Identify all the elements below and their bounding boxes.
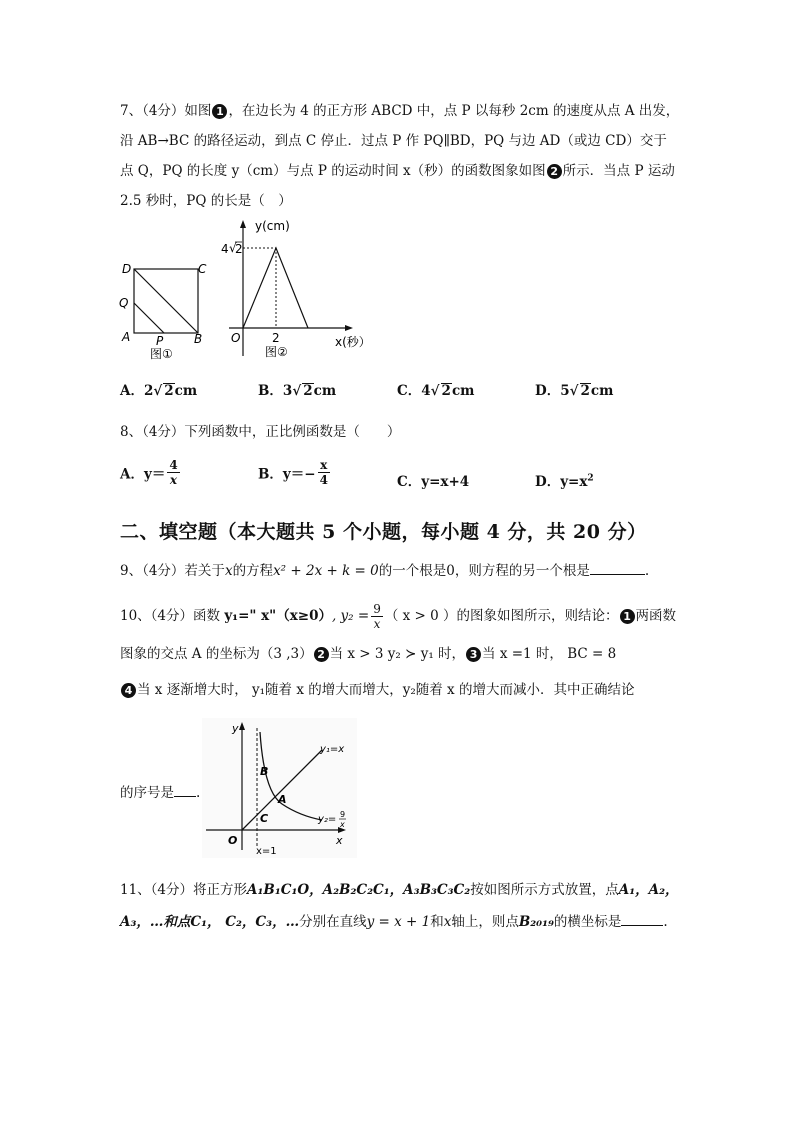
label-a: A (122, 330, 131, 344)
circled-1: 1 (620, 609, 635, 624)
sqrt-icon: √ (292, 383, 302, 399)
q7-option-b[interactable]: B．3√ 2cm (258, 383, 337, 399)
x1-label: x=1 (256, 846, 277, 857)
circled-2: 2 (314, 647, 329, 662)
y2-den: x (340, 820, 345, 829)
q8-option-a[interactable]: A．y＝ $\frac{4}{x}$ (120, 458, 178, 487)
point-a-label: A (278, 793, 287, 806)
circled-1: 1 (212, 104, 227, 119)
fraction: $\frac{4}{x}$ (169, 458, 178, 487)
circled-3: 3 (466, 647, 481, 662)
caption-fig1: 图① (150, 347, 173, 361)
q7-option-a[interactable]: A．2√ 2cm (120, 383, 198, 399)
sqrt-sign: √ (229, 241, 237, 255)
q7-option-c[interactable]: C．4√ 2cm (397, 383, 475, 399)
answer-blank[interactable] (174, 782, 196, 797)
fraction: $\frac{x}{4}$ (319, 458, 328, 487)
answer-blank[interactable] (590, 560, 645, 575)
segment-pq (134, 303, 164, 333)
label-p: P (156, 334, 164, 348)
x-axis-arrow (345, 325, 353, 331)
y-axis-label: y(cm) (255, 219, 290, 233)
q7-line3: 点 Q，PQ 的长度 y（cm）与点 P 的运动时间 x（秒）的函数图象如图 2 所示．当点 P 运动 (120, 163, 675, 179)
label-d: D (122, 262, 132, 276)
q8-stem: 8、（4分）下列函数中，正比例函数是（ ） (120, 424, 401, 440)
label-b: B (194, 332, 203, 346)
label-c: C (198, 262, 207, 276)
q10-line3: 4 当 x 逐渐增大时， y₁随着 x 的增大而增大，y₂随着 x 的增大而减小．其中正确结论 (120, 680, 634, 700)
q7-line2: 沿 AB→BC 的路径运动，到点 C 停止．过点 P 作 PQ∥BD，PQ 与边 AD（或边 CD）交于 (120, 133, 667, 149)
q8-option-c[interactable]: C．y=x+4 (397, 474, 470, 490)
x-axis-label: x(秒） (335, 335, 371, 349)
y-axis-arrow (240, 220, 246, 228)
point-b-label: B (260, 765, 269, 778)
y-label: y (232, 722, 239, 735)
origin-label: O (228, 834, 238, 847)
q11-line2: A₃，…和点C₁， C₂，C₃，…分别在直线y = x + 1和x轴上，则点B₂₀₁₉的横坐标是 . (120, 911, 668, 932)
q7-line1: 7、（4分）如图 1 ，在边长为 4 的正方形 ABCD 中，点 P 以每秒 2cm 的速度从点 A 出发， (120, 103, 680, 119)
q10-line4: 的序号是 . (120, 782, 200, 803)
q7-line4: 2.5 秒时，PQ 的长是（ ） (120, 193, 292, 209)
sqrt-icon: √ (153, 383, 163, 399)
graph-background (202, 718, 357, 858)
q7-figure-2 (215, 218, 385, 365)
sqrt-icon: √ (569, 383, 579, 399)
q9: 9、（4分）若关于x的方程x² + 2x + k = 0的一个根是0，则方程的另一个根是 . (120, 560, 649, 581)
y-tick-coef: 4 (221, 242, 229, 256)
y1-label: y₁=x (320, 744, 345, 755)
q7-option-d[interactable]: D．5√ 2cm (535, 383, 614, 399)
diagonal-bd (134, 269, 198, 333)
q7-figure-1 (112, 255, 217, 365)
circled-2: 2 (547, 164, 562, 179)
q10-graph (202, 718, 357, 858)
q11-line1: 11、（4分）将正方形A₁B₁C₁O，A₂B₂C₂C₁，A₃B₃C₃C₂按如图所示方式放置，点A₁，A₂， (120, 882, 679, 898)
y2-num: 9 (340, 810, 346, 819)
q8-option-d[interactable]: D．$y=x^2$ (535, 473, 594, 490)
sqrt-icon: √ (430, 383, 440, 399)
section-title: 二、填空题（本大题共 5 个小题，每小题 4 分，共 20 分） (120, 521, 647, 543)
origin-label: O (231, 331, 241, 345)
q8-option-b[interactable]: B．y＝− $\frac{x}{4}$ (258, 458, 328, 487)
answer-blank[interactable] (621, 911, 663, 926)
y2-label: y₂= (318, 814, 337, 825)
y-tick-root: 2 (235, 242, 243, 256)
point-c-label: C (260, 812, 269, 825)
q10-line2: 图象的交点 A 的坐标为（3 ,3） 2 当 x > 3 y₂ ≻ y₁ 时， 3 当 x =1 时， BC = 8 (120, 646, 617, 662)
x-label: x (336, 834, 343, 847)
q10-line1: 10、（4分）函数 y₁=" x"（x≥0）, y₂ = $\frac{9}{x}$ （ x > 0 ）的图象如图所示，则结论： 1 两函数 (120, 602, 677, 631)
caption-fig2: 图② (265, 345, 288, 359)
label-q: Q (119, 296, 129, 310)
circled-4: 4 (121, 683, 136, 698)
fraction: $\frac{9}{x}$ (373, 602, 381, 631)
x-tick-2: 2 (272, 331, 280, 345)
